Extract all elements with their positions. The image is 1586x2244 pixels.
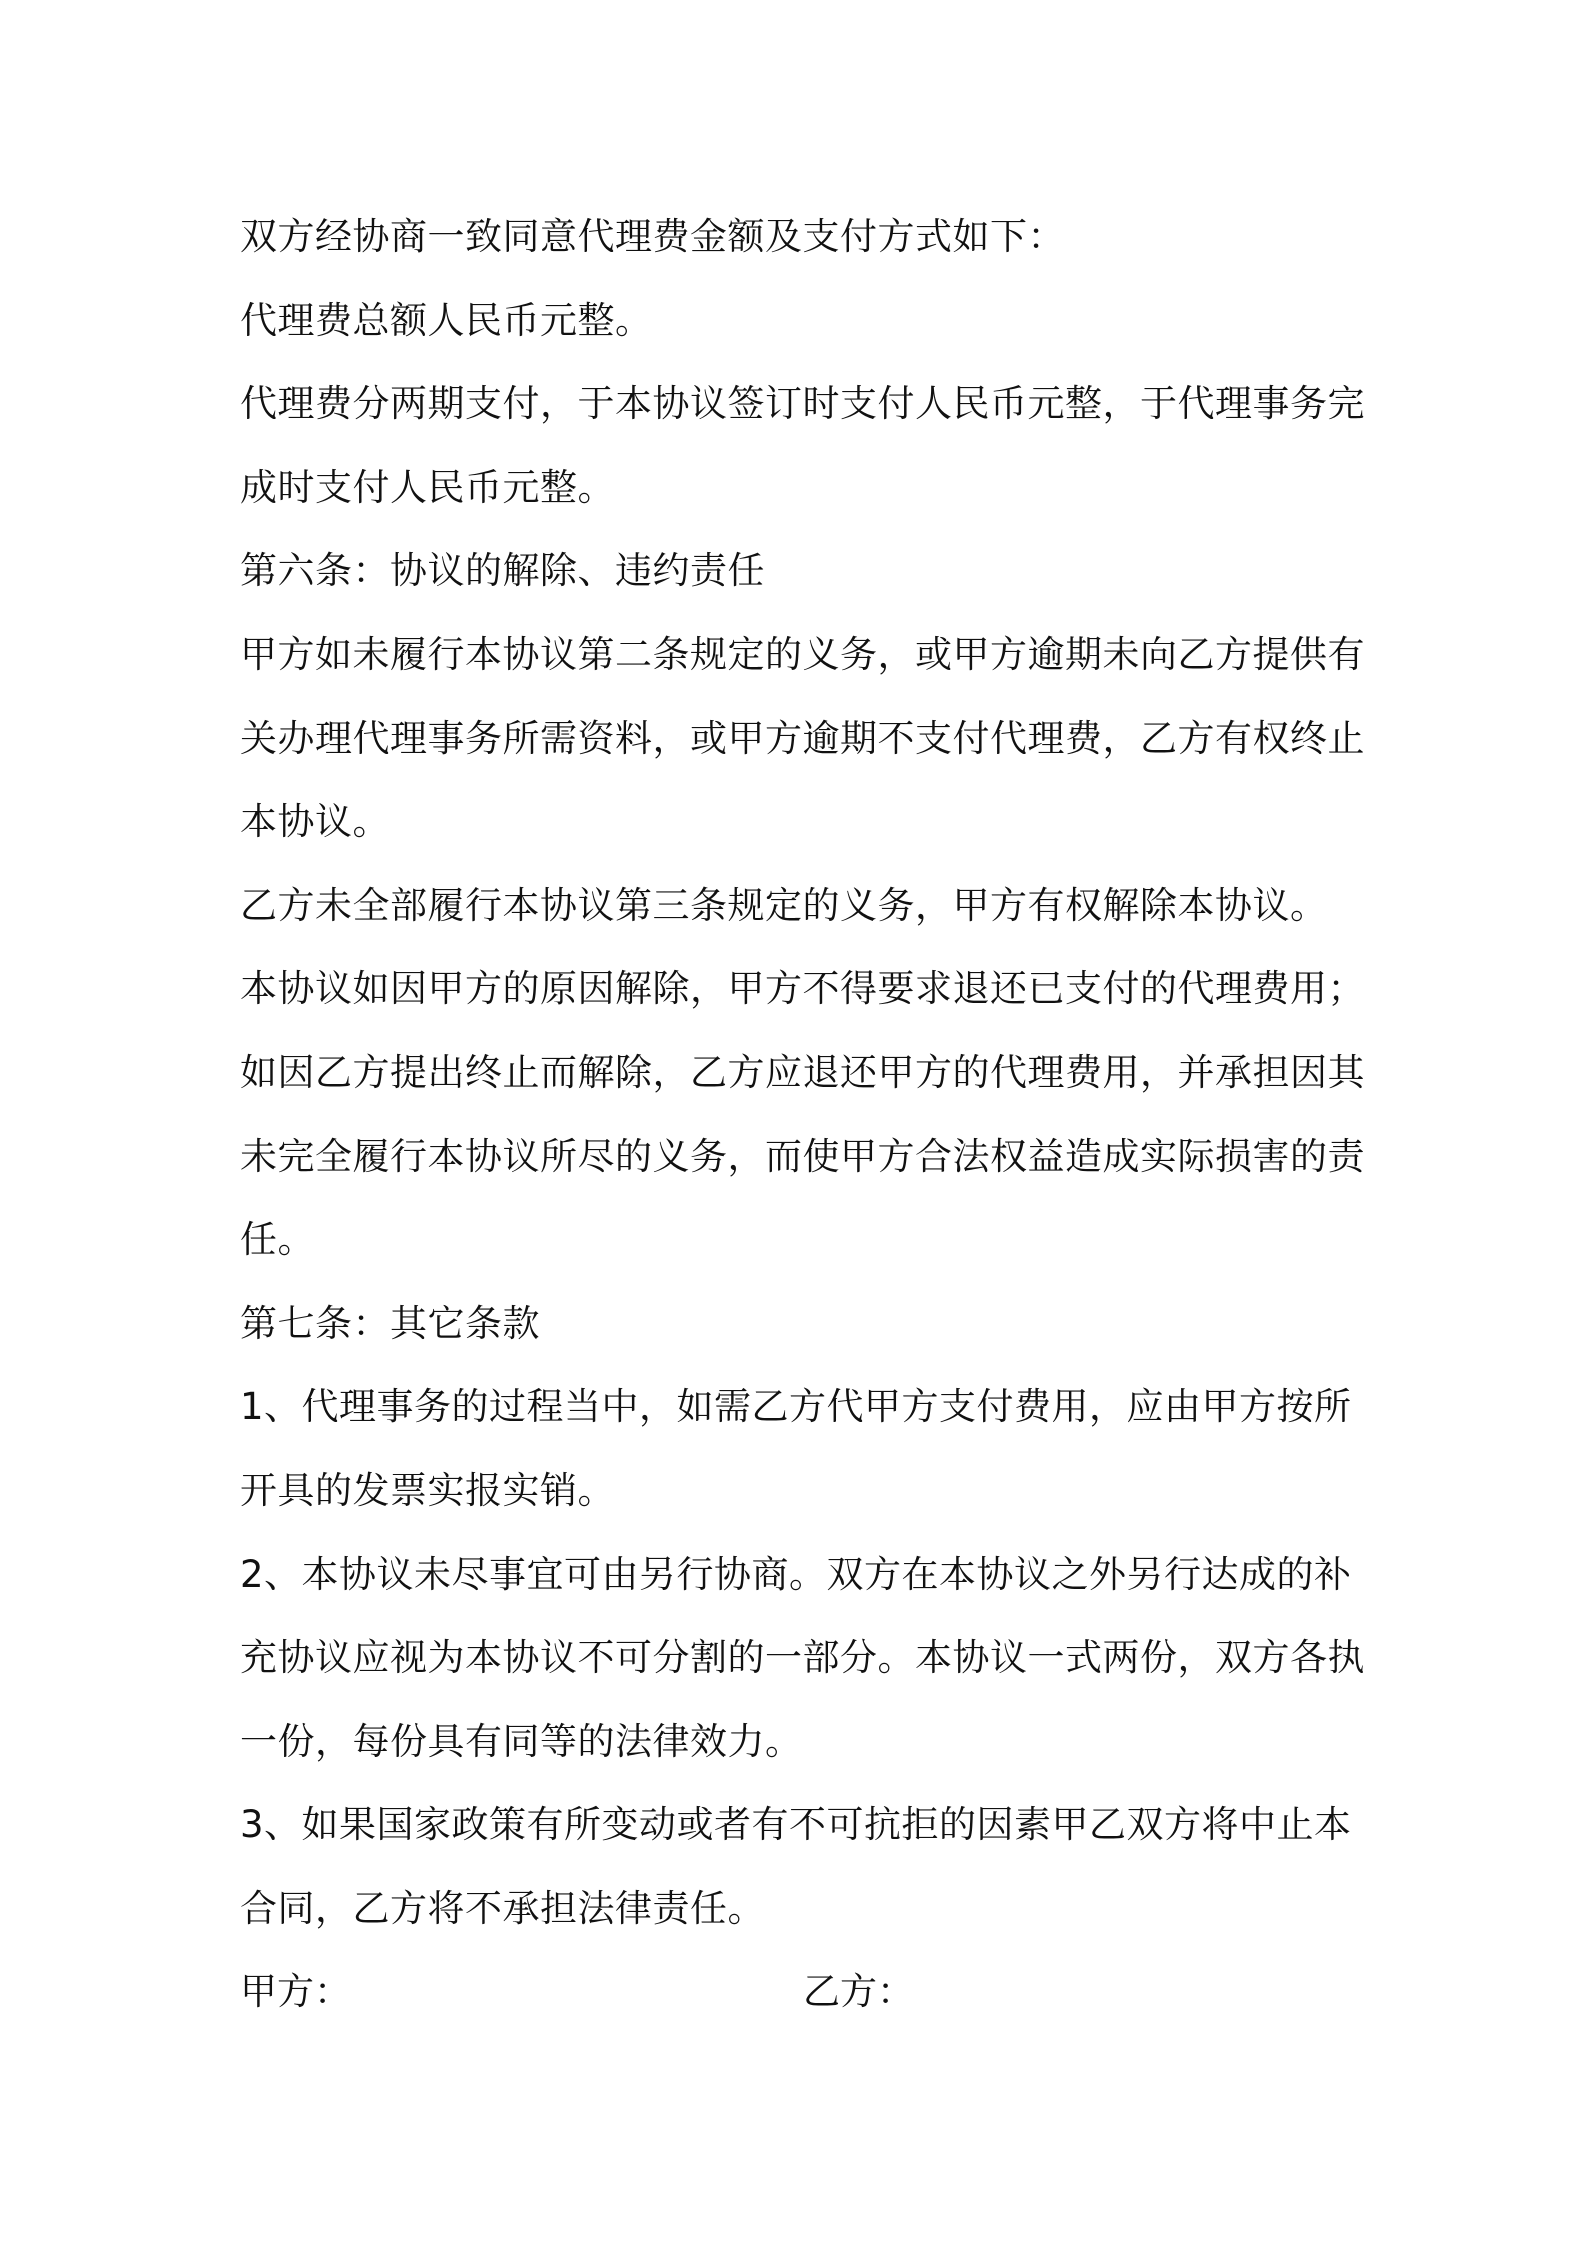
text-line: 1、代理事务的过程当中，如需乙方代甲方支付费用，应由甲方按所 bbox=[240, 1385, 1352, 1429]
text-line: 代理费总额人民币元整。 bbox=[240, 298, 653, 342]
text-line: 代理费分两期支付，于本协议签订时支付人民币元整，于代理事务完 bbox=[240, 382, 1365, 426]
text-line: 合同，乙方将不承担法律责任。 bbox=[240, 1886, 765, 1930]
party-b-signature-label: 乙方： bbox=[803, 1970, 914, 2014]
text-line: 如因乙方提出终止而解除，乙方应退还甲方的代理费用，并承担因其 bbox=[240, 1050, 1365, 1094]
text-line: 2、本协议未尽事宜可由另行协商。双方在本协议之外另行达成的补 bbox=[240, 1552, 1352, 1596]
text-line: 成时支付人民币元整。 bbox=[240, 465, 615, 509]
text-line: 甲方如未履行本协议第二条规定的义务，或甲方逾期未向乙方提供有 bbox=[240, 632, 1365, 676]
text-line: 本协议。 bbox=[240, 800, 390, 844]
text-line: 本协议如因甲方的原因解除，甲方不得要求退还已支付的代理费用； bbox=[240, 967, 1365, 1011]
article-heading: 第六条：协议的解除、违约责任 bbox=[240, 549, 765, 593]
signature-row bbox=[240, 1950, 1352, 2034]
article-heading: 第七条：其它条款 bbox=[240, 1301, 540, 1345]
text-line: 乙方未全部履行本协议第三条规定的义务，甲方有权解除本协议。 bbox=[240, 883, 1328, 927]
party-a-signature-label: 甲方： bbox=[240, 1970, 351, 2014]
text-line: 未完全履行本协议所尽的义务，而使甲方合法权益造成实际损害的责 bbox=[240, 1134, 1365, 1178]
text-line: 双方经协商一致同意代理费金额及支付方式如下： bbox=[240, 215, 1065, 258]
text-line: 充协议应视为本协议不可分割的一部分。本协议一式两份，双方各执 bbox=[240, 1636, 1365, 1680]
text-line: 一份，每份具有同等的法律效力。 bbox=[240, 1719, 803, 1763]
text-line: 任。 bbox=[240, 1218, 315, 1262]
text-line: 关办理代理事务所需资料，或甲方逾期不支付代理费，乙方有权终止 bbox=[240, 716, 1365, 760]
text-line: 开具的发票实报实销。 bbox=[240, 1468, 615, 1512]
text-line: 3、如果国家政策有所变动或者有不可抗拒的因素甲乙双方将中止本 bbox=[240, 1803, 1352, 1847]
document-body bbox=[240, 195, 1365, 2034]
